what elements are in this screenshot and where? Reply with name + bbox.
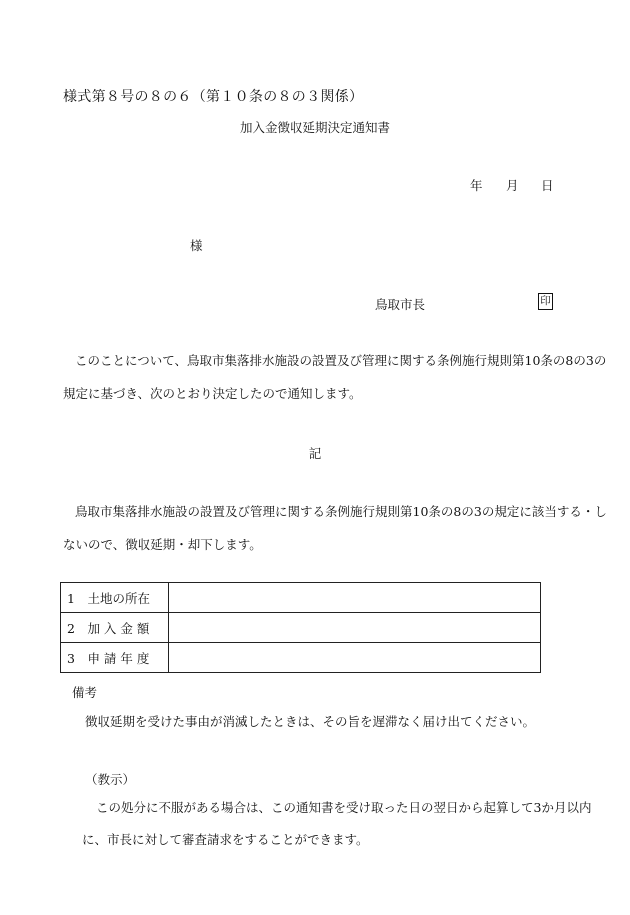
remarks-heading: 備考 [72, 685, 98, 700]
intro-line-1: このことについて、鳥取市集落排水施設の設置及び管理に関する条例施行規則第10条の8の3の [75, 353, 607, 368]
table-row [61, 583, 541, 613]
row-value-amount [169, 613, 541, 643]
teaching-line-2: に、市長に対して審査請求をすることができます。 [82, 832, 369, 847]
teaching-heading: （教示） [85, 772, 136, 787]
remarks-body: 徴収延期を受けた事由が消滅したときは、その旨を遅滞なく届け出てください。 [85, 714, 536, 729]
info-table [60, 582, 541, 673]
intro-line-2: 規定に基づき、次のとおり決定したので通知します。 [63, 386, 362, 401]
row-label-amount: 2 加 入 金 額 [61, 613, 169, 643]
row-value-year [169, 643, 541, 673]
row-value-location [169, 583, 541, 613]
date-month-label: 月 [506, 178, 519, 193]
table-row [61, 613, 541, 643]
issuer-name: 鳥取市長 [375, 297, 426, 312]
table-row [61, 643, 541, 673]
addressee-honorific: 様 [190, 238, 203, 253]
date-year-label: 年 [470, 178, 483, 193]
form-number: 様式第８号の８の６（第１０条の８の３関係） [63, 89, 364, 105]
seal-mark: 印 [538, 293, 553, 310]
row-label-location: 1 土地の所在 [61, 583, 169, 613]
decision-line-1: 鳥取市集落排水施設の設置及び管理に関する条例施行規則第10条の8の3の規定に該当する・し [75, 504, 607, 519]
document-title: 加入金徴収延期決定通知書 [239, 120, 390, 135]
decision-line-2: ないので、徴収延期・却下します。 [63, 537, 262, 552]
teaching-line-1: この処分に不服がある場合は、この通知書を受け取った日の翌日から起算して3か月以内 [96, 800, 592, 815]
row-label-year: 3 申 請 年 度 [61, 643, 169, 673]
date-day-label: 日 [541, 178, 554, 193]
ki-heading: 記 [308, 446, 322, 461]
